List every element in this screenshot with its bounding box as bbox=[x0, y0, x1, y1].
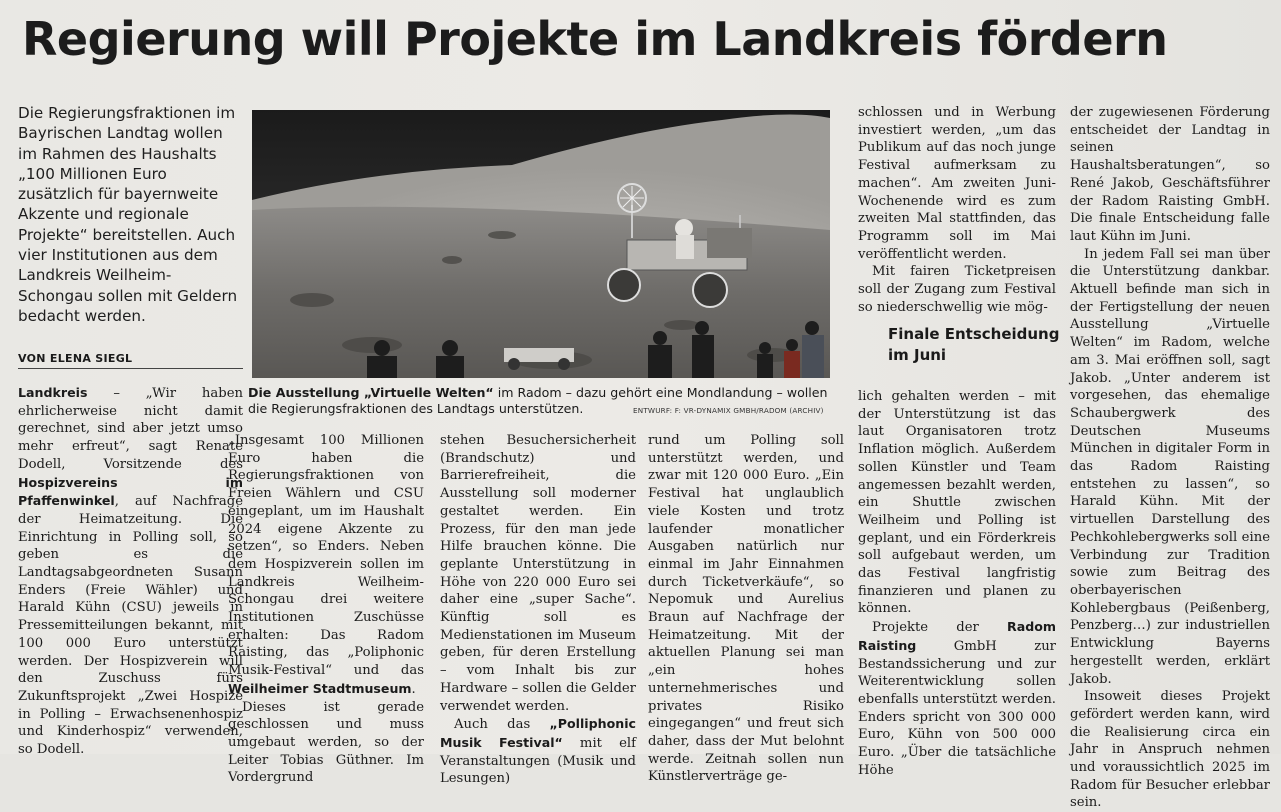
caption-text: im Radom – dazu gehört eine Mondlandung – wollen die Regierungsfraktionen des Landtags unterstützen. bbox=[248, 385, 828, 416]
col5-text-a: Projekte der bbox=[872, 620, 1007, 636]
column-2 bbox=[228, 432, 424, 787]
lead-paragraph: Die Regierungsfraktionen im Bayrischen Landtag wollen im Rahmen des Haushalts „100 Millionen Euro zusätzlich für bayernweite Akzente und regionale Projekte“ bereitstellen. Auch vier Institutionen aus dem Landkreis Weilheim-Schongau sollen mit Geldern bedacht werden. bbox=[18, 104, 238, 325]
subheading: Finale Entscheidung im Juni bbox=[888, 325, 1060, 364]
festival-bold: „Polliphonic Musik Festival“ bbox=[440, 716, 636, 750]
dateline: Landkreis bbox=[18, 385, 88, 400]
photo-illustration bbox=[252, 110, 830, 378]
col2-text-b: . bbox=[411, 681, 416, 697]
column-1 bbox=[18, 384, 243, 759]
col3-paragraph-1: stehen Besuchersicherheit (Brandschutz) und Barrierefreiheit, die Ausstellung soll moderner gestaltet werden. Ein Prozess, für den man jede Hilfe brauchen könne. Die geplante Unterstützung in Höhe von 220 000 Euro sei daher eine „super Sache“. Künftig soll es Medienstationen im Museum geben, für deren Erstellung – vom Inhalt bis zur Hardware – sollen die Gelder verwendet werden. bbox=[440, 433, 636, 714]
col5-text-b: GmbH zur Bestandssicherung und zur Weiterentwicklung sollen ebenfalls unterstützt werden. Enders spricht von 300 000 Euro, Kühn von 500 000 Euro. „Über die tatsächliche Höhe bbox=[858, 638, 1056, 778]
col4-paragraph-1: rund um Polling soll unterstützt werden, und zwar mit 120 000 Euro. „Ein Festival hat unglaublich viele Kosten und trotz laufender monatlicher Ausgaben natürlich nur einmal im Jahr Einnahmen durch Ticketverkäufe“, so Nepomuk und Aurelius Braun auf Nachfrage der Heimatzeitung. Mit der aktuellen Planung sei man „ein hohes unternehmerisches und privates Risiko eingegangen“ und freut sich daher, dass der Mut belohnt werde. Zeitnah sollen nun Künstlerverträge ge- bbox=[648, 433, 844, 785]
col2-text-a: „Insgesamt 100 Millionen Euro haben die Regierungsfraktionen von Freien Wählern und CSU eingeplant, um im Haushalt 2024 eigene Akzente zu setzen“, so Enders. Neben dem Hospizverein sollen im Landkreis Weilheim-Schongau drei weitere Institutionen Zuschüsse erhalten: Das Radom Raisting, das „Poliphonic Musik-Festival“ und das bbox=[228, 433, 424, 679]
col5-paragraph-3: lich gehalten werden – mit der Unterstützung ist das laut Organisatoren trotz Inflation möglich. Außerdem sollen Künstler und Team angemessen bezahlt werden, ein Shuttle zwischen Weilheim und Polling ist geplant, und ein Förderkreis soll aufgebaut werden, um das Festival langfristig finanzieren und planen zu können. bbox=[858, 389, 1056, 617]
col5-paragraph-1: schlossen und in Werbung investiert werden, „um das Publikum auf das noch junge Festival aufmerksam zu machen“. Am zweiten Juni-Wochenende wird es zum zweiten Mal stattfinden, das Programm soll im Mai veröffentlicht werden. bbox=[858, 105, 1056, 262]
col6-paragraph-2: In jedem Fall sei man über die Unterstützung dankbar. Aktuell befinde man sich in der Fertigstellung der neuen Ausstellung „Virtuelle Welten“ im Radom, welche am 3. Mai eröffnen soll, sagt Jakob. „Unter anderem ist vorgesehen, das ehemalige Schaubergwerk des Deutschen Museums München in digitaler Form in das Radom Raisting entstehen zu lassen“, so Harald Kühn. Mit der virtuellen Darstellung des Pechkohlebergwerks soll eine Verbindung zur Tradition sowie zum Beitrag des oberbayerischen Kohlebergbaus (Peißenberg, Penzberg…) zur industriellen Entwicklung Bayerns hergestellt werden, erklärt Jakob. bbox=[1070, 246, 1270, 687]
byline: VON ELENA SIEGL bbox=[18, 352, 243, 369]
col3-text-a: Auch das bbox=[454, 717, 550, 733]
headline: Regierung will Projekte im Landkreis fördern bbox=[22, 12, 1168, 66]
moon-landing-photo bbox=[252, 110, 830, 378]
col3-text-b: mit elf Veranstaltungen (Musik und Lesungen) bbox=[440, 735, 637, 787]
column-6 bbox=[1070, 104, 1270, 812]
col2-paragraph-2: Dieses ist gerade geschlossen und muss umgebaut werden, so der Leiter Tobias Güthner. Im Vordergrund bbox=[228, 699, 424, 786]
radom-bold: Radom Raisting bbox=[858, 619, 1056, 653]
column-5-top bbox=[858, 104, 1056, 316]
stadtmuseum-bold: Weilheimer Stadtmuseum bbox=[228, 680, 412, 696]
hospizverein-bold: Hospizvereins im Pfaffenwinkel bbox=[18, 474, 243, 509]
col1-text-b: , auf Nachfrage der Heimatzeitung. Die Einrichtung in Polling soll, so geben es die Landtagsabgeordneten Susann Enders (Freie Wähler) und Harald Kühn (CSU) jeweils in Pressemitteilungen bekannt, mit 100 000 Euro unterstützt werden. Der Hospizverein will den Zuschuss fürs Zukunftsprojekt „Zwei Hospize in Polling – Erwachsenenhospiz und Kinderhospiz“ verwenden, so Dodell. bbox=[18, 494, 243, 758]
caption-bold: Die Ausstellung „Virtuelle Welten“ bbox=[248, 385, 494, 400]
col1-text-a: – „Wir haben ehrlicherweise nicht damit gerechnet, sind aber jetzt umso mehr erfreut“, sagt Renate Dodell, Vorsitzende des bbox=[18, 386, 243, 472]
col5-paragraph-2: Mit fairen Ticketpreisen soll der Zugang zum Festival so niederschwellig wie mög- bbox=[858, 264, 1056, 315]
col6-paragraph-3: Insoweit dieses Projekt gefördert werden kann, wird die Realisierung circa ein Jahr in Anspruch nehmen und voraussichtlich 2025 im Radom für Besucher erlebbar sein. bbox=[1070, 689, 1270, 811]
column-5-bottom bbox=[858, 388, 1056, 779]
column-4 bbox=[648, 432, 844, 786]
col6-paragraph-1: der zugewiesenen Förderung entscheidet der Landtag in seinen Haushaltsberatungen“, so René Jakob, Geschäftsführer der Radom Raisting GmbH. Die finale Entscheidung falle laut Kühn im Juni. bbox=[1070, 105, 1270, 244]
column-3 bbox=[440, 432, 636, 788]
photo-credit: ENTWURF: F: VR-DYNAMIX GMBH/RADOM (ARCHIV) bbox=[633, 406, 824, 415]
